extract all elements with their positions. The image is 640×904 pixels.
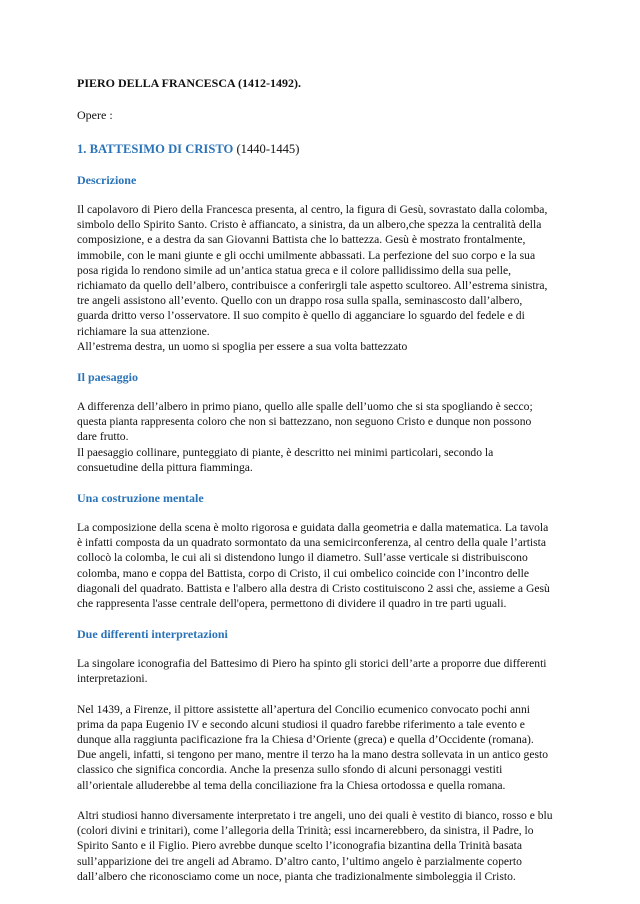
text-line: dunque alla raggiunta pacificazione fra la Chiesa d’Oriente (greca) e quella d’Occidente (romana). xyxy=(77,733,534,747)
text-line: All’estrema destra, un uomo si spoglia per essere a sua volta battezzato xyxy=(77,339,408,353)
section-paragraph xyxy=(77,520,580,611)
text-line: è infatti composta da un quadrato sormontato da una semicirconferenza, al centro della quale l’artista xyxy=(77,536,547,550)
section-paragraph xyxy=(77,702,580,793)
section-paragraph xyxy=(77,656,580,686)
section-heading: Due differenti interpretazioni xyxy=(77,627,228,642)
text-line: questa pianta rappresenta coloro che non si battezzano, non seguono Cristo e dunque non possono xyxy=(77,415,532,429)
section-paragraph xyxy=(77,202,580,354)
section-heading: Descrizione xyxy=(77,173,137,187)
section-paragraph xyxy=(77,808,580,884)
text-line: Nel 1439, a Firenze, il pittore assistette all’apertura del Concilio ecumenico convocato pochi anni xyxy=(77,702,530,716)
section-heading: Il paesaggio xyxy=(77,370,139,385)
text-line: all’orientale alluderebbe al tema della conciliazione fra la Chiesa ortodossa e quella romana. xyxy=(77,778,506,792)
section-paragraph xyxy=(77,399,580,475)
text-line: interpretazioni. xyxy=(77,672,148,686)
text-line: guarda dritto verso l’osservatore. Il suo compito è quello di agganciare lo sguardo del fedele e di xyxy=(77,309,525,323)
text-line: prima da papa Eugenio IV e secondo alcuni studiosi il quadro farebbe riferimento a tale evento e xyxy=(77,717,525,731)
work-title xyxy=(77,141,580,157)
opere-label: Opere : xyxy=(77,108,113,122)
text-line: dare frutto. xyxy=(77,430,129,444)
document-title: PIERO DELLA FRANCESCA (1412-1492). xyxy=(77,76,302,90)
section-heading: Una costruzione mentale xyxy=(77,491,204,506)
work-name: 1. BATTESIMO DI CRISTO xyxy=(77,142,234,156)
text-line: simbolo dello Spirito Santo. Cristo è affiancato, a sinistra, da un albero,che spezza la centralità della xyxy=(77,218,542,232)
sections-container xyxy=(77,157,580,884)
text-line: richiamato da quello dell’albero, contribuisce a conferirgli tale aspetto scultoreo. All’estrema sinistra, xyxy=(77,279,548,293)
text-line: diagonali del quadrato. Battista e l'albero alla destra di Cristo costituiscono 2 assi che, assieme a Gesù xyxy=(77,581,550,595)
text-line: collocò la colomba, le cui ali si distendono lungo il diametro. Sull’asse verticale si distribuiscono xyxy=(77,551,528,565)
text-line: composizione, e a destra da san Giovanni Battista che lo battezza. Gesù è mostrato frontalmente, xyxy=(77,233,526,247)
text-line: consuetudine della pittura fiamminga. xyxy=(77,460,253,474)
text-line: tre angeli assistono all’evento. Quello con un drappo rosa sulla spalla, seminascosto dall’albero, xyxy=(77,294,523,308)
text-line: richiamare la sua attenzione. xyxy=(77,324,210,338)
text-line: colomba, mano e coppa del Battista, corpo di Cristo, il cui ombelico coincide con l’incontro delle xyxy=(77,566,530,580)
text-line: Altri studiosi hanno diversamente interpretato i tre angeli, uno dei quali è vestito di bianco, rosso e blu xyxy=(77,808,553,822)
text-line: sull’apparizione dei tre angeli ad Abramo. D’altro canto, l’ultimo angelo è parzialmente coperto xyxy=(77,854,522,868)
text-line: Spirito Santo e il Figlio. Piero avrebbe dunque scelto l’iconografia bizantina della Trinità basata xyxy=(77,839,522,853)
text-line: che rappresenta l'asse centrale dell'opera, permettono di dividere il quadro in tre parti uguali. xyxy=(77,597,507,611)
text-line: La singolare iconografia del Battesimo di Piero ha spinto gli storici dell’arte a proporre due differenti xyxy=(77,657,547,671)
work-dates: (1440-1445) xyxy=(236,142,300,156)
text-line: dall’albero che riconosciamo come un noce, pianta che tradizionalmente simboleggia il Cristo. xyxy=(77,869,516,883)
text-line: posa rigida lo rendono simile ad un’antica statua greca e il colore pallidissimo della sua pelle, xyxy=(77,263,511,277)
text-line: Il paesaggio collinare, punteggiato di piante, è descritto nei minimi particolari, secondo la xyxy=(77,445,494,459)
text-line: immobile, con le mani giunte e gli occhi umilmente abbassati. La perfezione del suo corpo e la sua xyxy=(77,248,536,262)
text-line: La composizione della scena è molto rigorosa e guidata dalla geometria e dalla matematica. La tavola xyxy=(77,521,549,535)
text-line: A differenza dell’albero in primo piano, quello alle spalle dell’uomo che si sta spogliando è secco; xyxy=(77,400,533,414)
text-line: Il capolavoro di Piero della Francesca presenta, al centro, la figura di Gesù, sovrastato dalla colomba, xyxy=(77,203,548,216)
text-line: (colori divini e trinitari), come l’allegoria della Trinità; essi incarnerebbero, da sinistra, il Padre, lo xyxy=(77,824,534,838)
text-line: classico che significa concordia. Anche la presenza sullo sfondo di alcuni personaggi vestiti xyxy=(77,763,503,777)
text-line: Due angeli, infatti, si tengono per mano, mentre il terzo ha la mano destra sollevata in un antico gesto xyxy=(77,748,549,762)
